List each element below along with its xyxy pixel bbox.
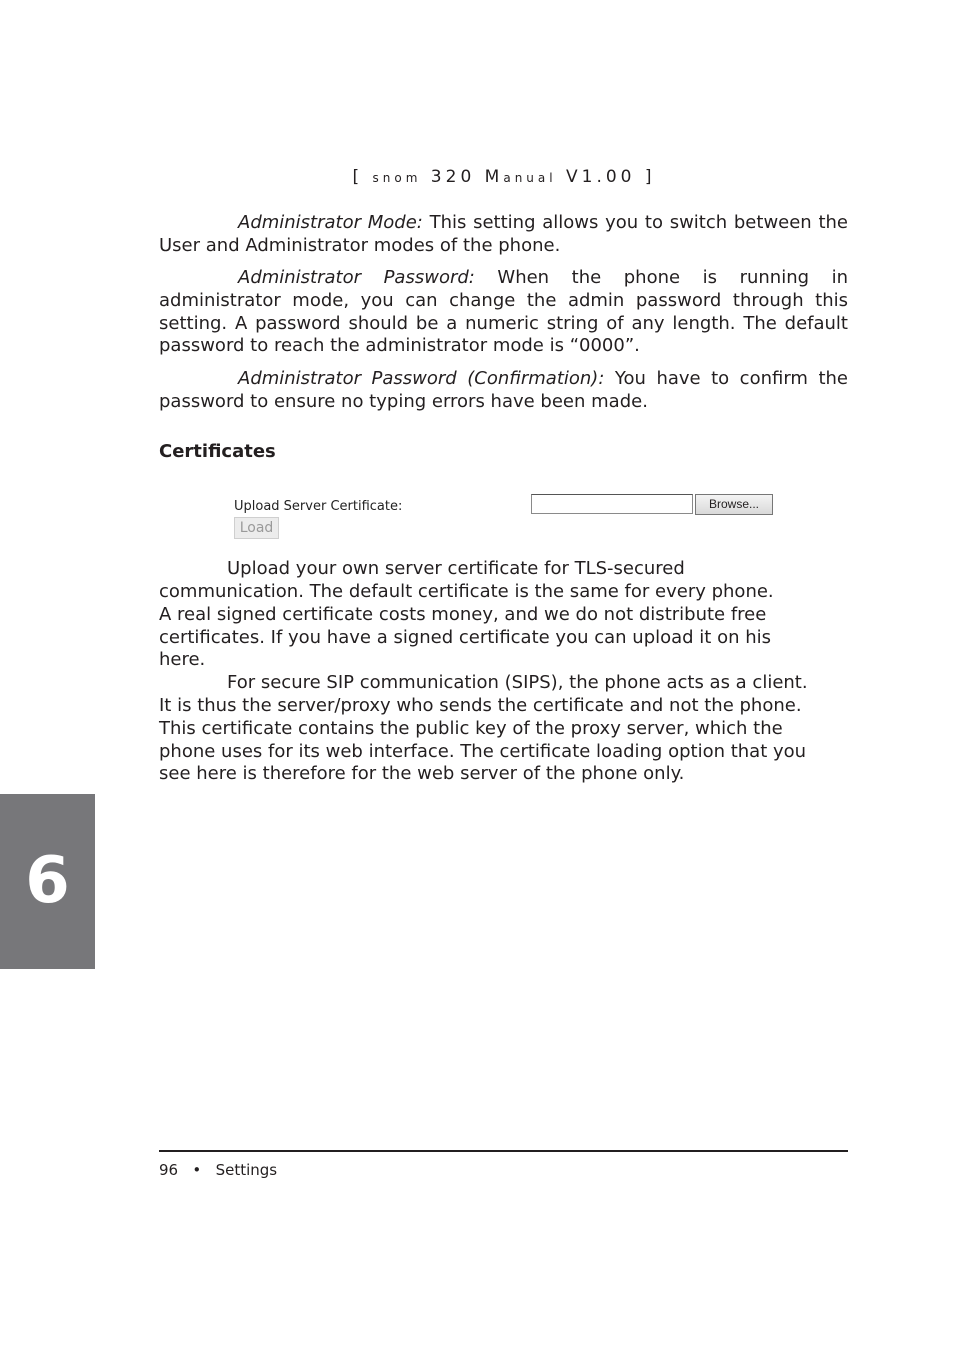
chapter-tab: 6 [0,794,95,969]
header-model: 320 M [421,167,504,187]
header-open: [ [352,167,373,187]
paragraph-upload-certificate [159,558,848,672]
certificate-upload-form [159,474,848,558]
section-title-certificates: Certificates [159,441,276,463]
term-admin-mode: Administrator Mode: [238,212,423,233]
footer-section-name: Settings [215,1161,278,1179]
load-button[interactable]: Load [234,517,279,539]
paragraph-admin-password [159,267,848,358]
footer-bullet: • [192,1161,202,1179]
header-brand: snom [372,171,422,185]
text-sips: For secure SIP communication (SIPS), the phone acts as a client. It is thus the server/proxy who sends the certificate and not the phone. This certificate contains the public key of the proxy server, which the phone uses for its web interface. The certificate loading option that you see here is therefore for the web server of the phone only. [159,672,808,785]
header-manual: anual [503,171,557,185]
paragraph-admin-mode [159,212,848,258]
term-admin-password: Administrator Password: [238,267,475,289]
page-number: 96 [159,1161,179,1179]
text-admin-password-confirm: You have to confirm the password to ensure no typing errors have been made. [159,367,848,412]
running-header [0,167,954,187]
footer-rule [159,1150,848,1152]
certificate-file-input[interactable] [531,494,693,514]
page-footer [159,1161,277,1179]
header-version: V1.00 ] [556,167,656,187]
page-content [159,212,848,786]
upload-certificate-label: Upload Server Certificate: [234,499,403,515]
text-upload-certificate: Upload your own server certificate for TLS-secured communication. The default certificate is the same for every phone. A real signed certificate costs money, and we do not distribute free certificates. If you have a signed certificate you can upload it on his here. [159,558,774,671]
text-admin-mode: This setting allows you to switch between the User and Administrator modes of the phone. [159,212,848,256]
browse-button[interactable]: Browse... [695,494,773,515]
paragraph-sips [159,672,848,786]
term-admin-password-confirm: Administrator Password (Confirmation): [238,367,605,389]
text-admin-password: When the phone is running in administrator mode, you can change the admin password through this setting. A password should be a numeric string of any length. The default password to reach the administrator mode is “0000”. [159,267,848,357]
paragraph-admin-password-confirm [159,368,848,414]
